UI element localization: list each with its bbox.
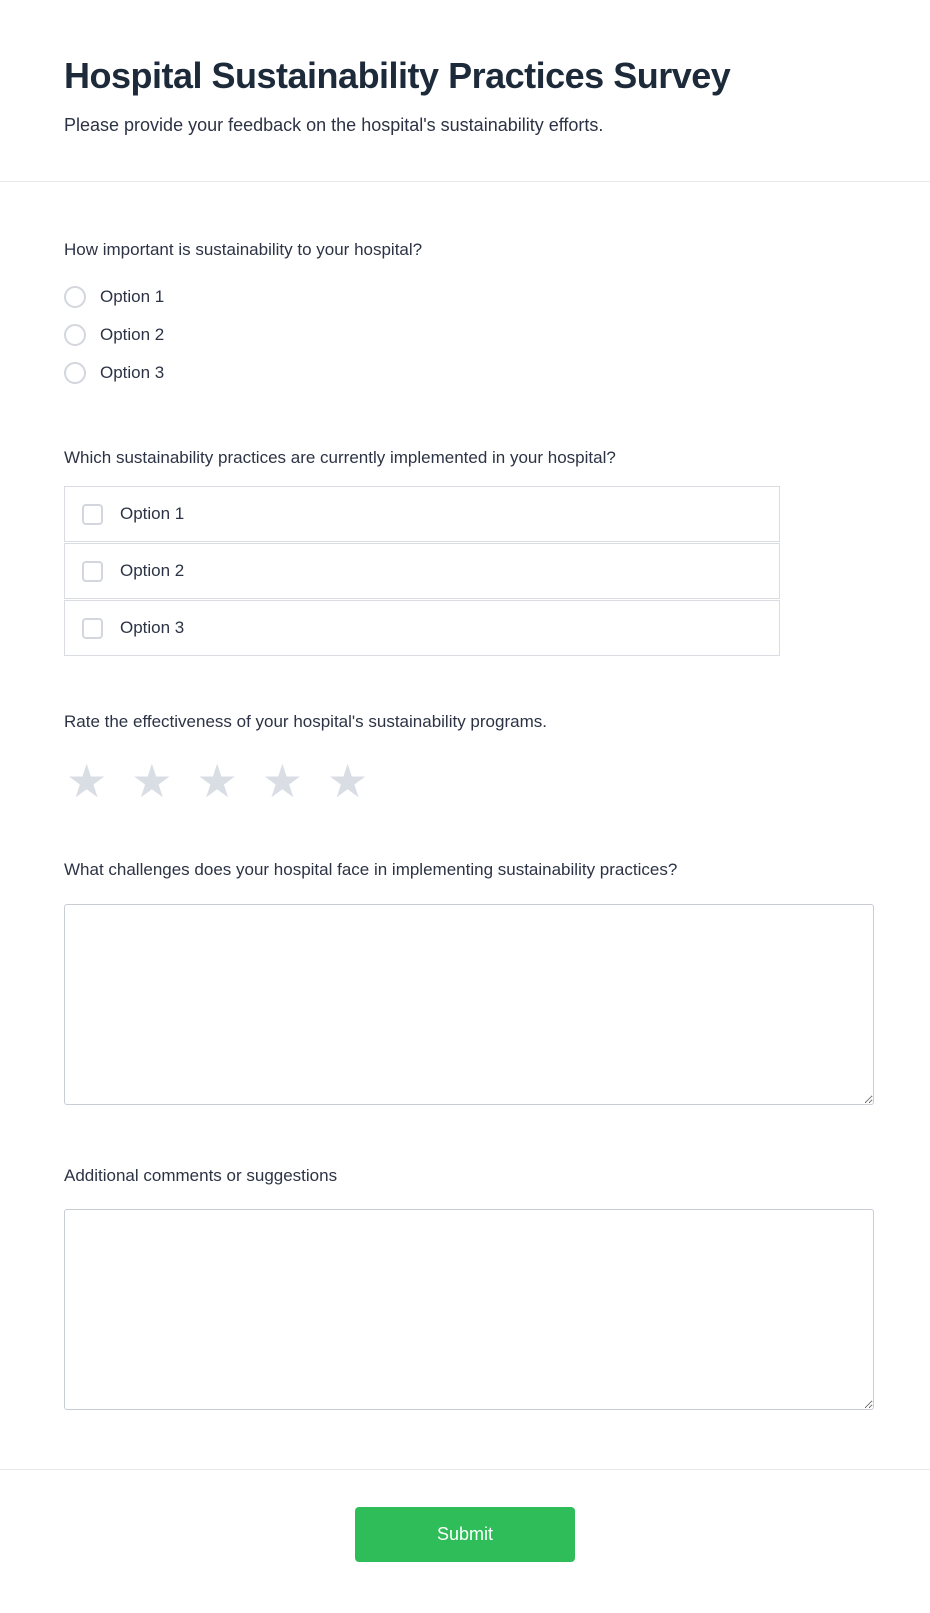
radio-icon[interactable] <box>64 324 86 346</box>
form-body <box>0 182 930 1415</box>
star-icon-2[interactable]: ★ <box>131 754 173 807</box>
checkbox-icon[interactable] <box>82 561 103 582</box>
form-title: Hospital Sustainability Practices Survey <box>64 55 731 96</box>
checkbox-option-1[interactable] <box>64 486 780 542</box>
question-comments <box>64 1164 866 1416</box>
checkbox-option-label: Option 3 <box>120 618 185 638</box>
star-icon-4[interactable]: ★ <box>261 754 303 807</box>
question-label: What challenges does your hospital face in implementing sustainability practices? <box>64 859 678 879</box>
question-label: Which sustainability practices are currently implemented in your hospital? <box>64 448 616 468</box>
question-label: Rate the effectiveness of your hospital's sustainability programs. <box>64 712 547 732</box>
radio-icon[interactable] <box>64 362 86 384</box>
checkbox-option-label: Option 2 <box>120 561 185 581</box>
radio-icon[interactable] <box>64 286 86 308</box>
challenges-textarea[interactable] <box>64 904 874 1105</box>
star-rating <box>64 754 866 807</box>
radio-option-3[interactable] <box>64 354 866 392</box>
form-header <box>0 0 930 181</box>
checkbox-option-2[interactable] <box>64 543 780 599</box>
star-icon-1[interactable]: ★ <box>66 754 108 807</box>
radio-group <box>64 278 866 392</box>
radio-option-label: Option 2 <box>100 325 165 345</box>
star-icon-3[interactable]: ★ <box>196 754 238 807</box>
radio-option-2[interactable] <box>64 316 866 354</box>
checkbox-icon[interactable] <box>82 618 103 639</box>
question-label: How important is sustainability to your hospital? <box>64 240 423 260</box>
question-importance <box>64 238 866 392</box>
form-subtitle: Please provide your feedback on the hospital's sustainability efforts. <box>64 115 604 136</box>
radio-option-label: Option 1 <box>100 287 165 307</box>
star-icon-5[interactable]: ★ <box>327 754 369 807</box>
checkbox-option-3[interactable] <box>64 600 780 656</box>
submit-button[interactable]: Submit <box>355 1507 575 1562</box>
question-challenges <box>64 858 866 1110</box>
question-practices <box>64 446 866 656</box>
checkbox-icon[interactable] <box>82 504 103 525</box>
question-label: Additional comments or suggestions <box>64 1165 338 1185</box>
radio-option-label: Option 3 <box>100 363 165 383</box>
radio-option-1[interactable] <box>64 278 866 316</box>
comments-textarea[interactable] <box>64 1209 874 1410</box>
question-effectiveness <box>64 710 866 807</box>
checkbox-option-label: Option 1 <box>120 504 185 524</box>
form-footer <box>0 1470 930 1613</box>
checkbox-group <box>64 486 780 656</box>
